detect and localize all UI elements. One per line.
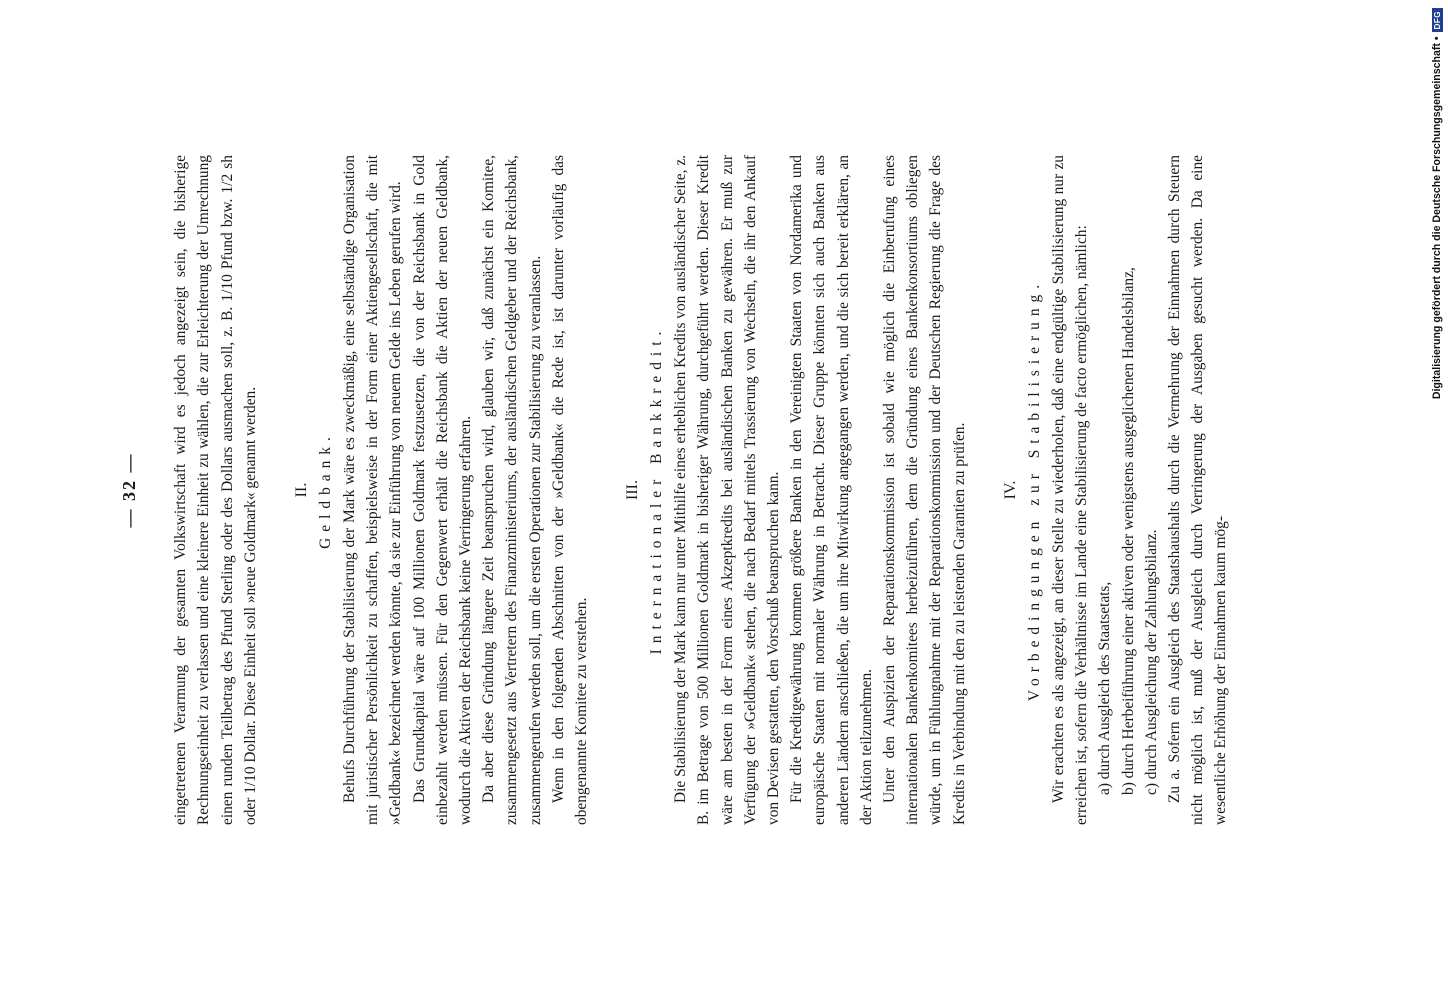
paragraph: Die Stabilisierung der Mark kann nur unter Mithilfe eines erheblichen Kredits von ausländischer Seite, z. B. im Betrage von 500 Millionen Goldmark in bisheriger Währung, durchgeführt werden. Dieser Kredit wäre am besten in der Form eines Akzeptkredits bei ausländischen Banken zu gewähren. Er muß zur Verfügung der »Geldbank« stehen, die nach Bedarf mittels Trassierung von Wechseln, die ihr den Ankauf von Devisen gestatten, den Vorschuß beanspruchen kann. <box>672 155 783 825</box>
paragraph: Das Grundkapital wäre auf 100 Millionen Goldmark festzusetzen, die von der Reichsbank in Gold einbezahlt werden müssen. Für den Gegenwert erhält die Reichsbank die Aktien der neuen Geldbank, wodurch die Aktiven der Reichsbank keine Verringerung erfahren. <box>410 155 475 825</box>
paragraph: Für die Kreditgewährung kommen größere Banken in den Vereinigten Staaten von Nordamerika und europäische Staaten mit normaler Währung in Betracht. Dieser Gruppe könnten sich auch Banken aus anderen Ländern anschließen, die um ihre Mitwirkung angegangen werden, und die sich bereit erklären, an der Aktion teilzunehmen. <box>788 155 875 825</box>
section-title: Vorbedingungen zur Stabilisierung. <box>1025 278 1043 702</box>
paragraph: Behufs Durchführung der Stabilisierung der Mark wäre es zweckmäßig, eine selbständige Organisation mit juristischer Persönlichkeit zu schaffen, beispielsweise in der Form einer Aktiengesellschaft, die mit »Geldbank« bezeichnet werden könnte, da sie zur Einführung von neuem Gelde ins Leben gerufen wird. <box>341 155 405 825</box>
section-number: II. <box>293 482 311 498</box>
margin-note-text: Digitalisierung gefördert durch die Deutsche Forschungsgemeinschaft • <box>1431 36 1443 400</box>
section-heading-ii <box>290 155 338 825</box>
paragraph: Zu a. Sofern ein Ausgleich des Staatshaushalts durch die Vermehrung der Einnahmen durch Steuern nicht möglich ist, muß der Ausgleich durch Verringerung der Ausgaben gesucht werden. Da eine wesentliche Erhöhung der Einnahmen kaum mög- <box>1165 155 1230 825</box>
list-item: b) durch Herbeiführung einer aktiven oder wenigstens ausgeglichenen Handelsbilanz, <box>1119 267 1137 795</box>
section-heading-iii <box>621 155 669 825</box>
intro-paragraph: eingetretenen Verarmung der gesamten Volkswirtschaft wird es jedoch angezeigt sein, die bisherige Rechnungseinheit zu verlassen und eine kleinere Einheit zu wählen, die zur Erleichterung der Umrechnung einen runden Teilbetrag des Pfund Sterling oder des Dollars ausmachen soll, z. B. 1/10 Pfund bzw. 1/2 sh oder 1/10 Dollar. Diese Einheit soll »neue Goldmark« genannt werden. <box>172 155 259 825</box>
paragraph: Wir erachten es als angezeigt, an dieser Stelle zu wiederholen, daß eine endgültige Stabilisierung nur zu erreichen ist, sofern die Verhältnisse im Lande eine Stabilisierung de facto ermöglichen, nämlich: <box>1049 155 1091 825</box>
list-item: c) durch Ausgleichung der Zahlungsbilanz. <box>1142 529 1160 795</box>
page-content <box>118 155 1233 825</box>
list-item: a) durch Ausgleich des Staatsetats, <box>1096 581 1114 795</box>
paragraph: Unter den Auspizien der Reparationskommission ist sobald wie möglich die Einberufung eines internationalen Bankenkomitees herbeizuführen, dem die Gründung eines Bankenkonsortiums obliegen würde, um in Fühlungnahme mit der Reparationskommission und der Deutschen Regierung die Frage des Kredits in Verbindung mit den zu leistenden Garantien zu prüfen. <box>881 155 968 825</box>
section-title: Internationaler Bankkredit. <box>648 325 666 655</box>
digitization-margin-note <box>1398 8 1443 400</box>
section-heading-iv <box>999 155 1047 825</box>
paragraph: Da aber diese Gründung längere Zeit beanspruchen wird, glauben wir, daß zunächst ein Komitee, zusammengesetzt aus Vertretern des Finanzministeriums, der ausländischen Geldgeber und der Reichsbank, zusammengerufen werden soll, um die ersten Operationen zur Stabilisierung zu veranlassen. <box>480 155 544 825</box>
section-title: Geldbank. <box>317 431 335 549</box>
page-number: — 32 — <box>119 452 139 528</box>
section-number: III. <box>624 480 642 500</box>
section-number: IV. <box>1001 480 1019 500</box>
conditions-list <box>1093 155 1163 825</box>
dfg-logo: DFG <box>1432 8 1443 32</box>
paragraph: Wenn in den folgenden Abschnitten von der »Geldbank« die Rede ist, ist darunter vorläufig das obengenannte Komitee zu verstehen. <box>549 155 591 825</box>
